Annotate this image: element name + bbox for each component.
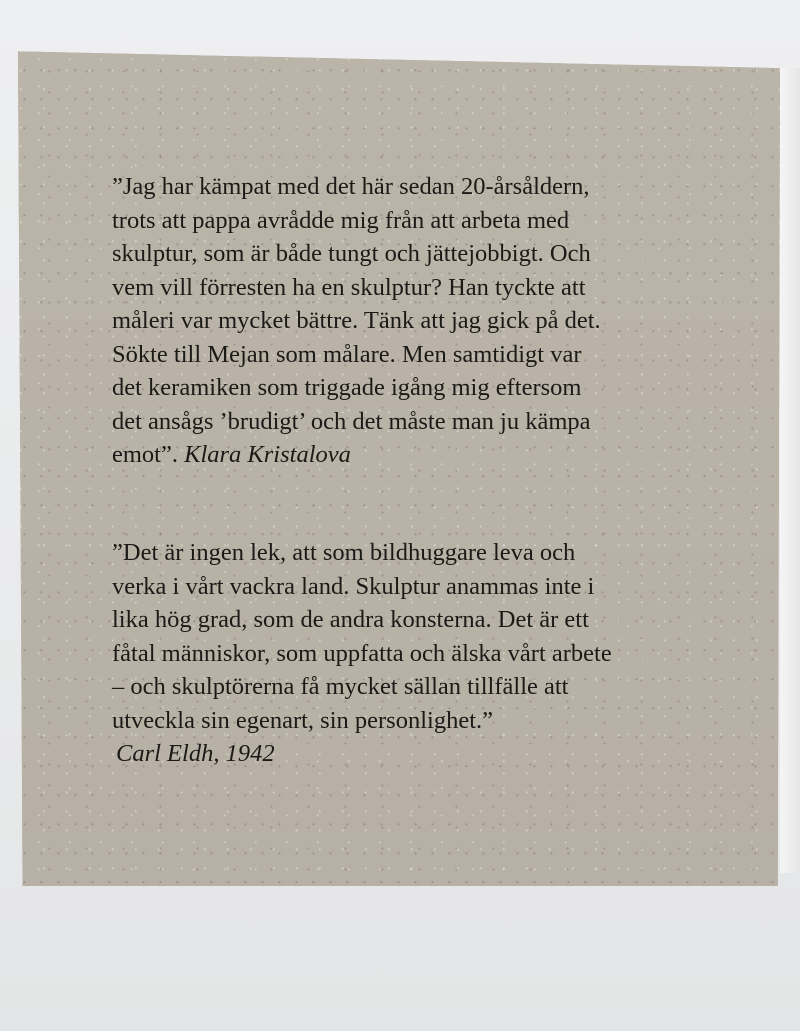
quote-line-text: emot”.	[112, 441, 185, 468]
quote-line: fåtal människor, som uppfatta och älska vårt arbete	[112, 639, 612, 667]
quote-line: måleri var mycket bättre. Tänk att jag gick på det.	[112, 307, 601, 334]
quote-line: verka i vårt vackra land. Skulptur anammas inte i	[112, 572, 595, 600]
quote-line: det ansågs ’brudigt’ och det måste man ju kämpa	[112, 407, 591, 435]
quote-line: vem vill förresten ha en skulptur? Han tyckte att	[112, 273, 586, 301]
quote-line: – och skulptörerna få mycket sällan tillfälle att	[112, 673, 569, 700]
quote-line: ”Jag har kämpat med det här sedan 20-årsåldern,	[112, 173, 590, 200]
quote-line: skulptur, som är både tungt och jättejobbigt. Och	[112, 240, 591, 267]
quote-carl-eldh	[112, 536, 612, 771]
quote-line: ”Det är ingen lek, att som bildhuggare leva och	[112, 539, 576, 566]
quote-line: lika hög grad, som de andra konsterna. Det är ett	[112, 606, 589, 633]
quote-attribution: Klara Kristalova	[184, 441, 351, 468]
wall-edge	[780, 68, 800, 873]
quote-klara-kristalova	[112, 170, 601, 472]
quote-line: utveckla sin egenart, sin personlighet.”	[112, 706, 493, 734]
quote-line: Sökte till Mejan som målare. Men samtidigt var	[112, 340, 582, 368]
quote-line: det keramiken som triggade igång mig eftersom	[112, 374, 582, 401]
quote-line: trots att pappa avrådde mig från att arbeta med	[112, 206, 570, 234]
quote-attribution: Carl Eldh, 1942	[116, 740, 275, 767]
quote-last-line	[112, 438, 601, 472]
